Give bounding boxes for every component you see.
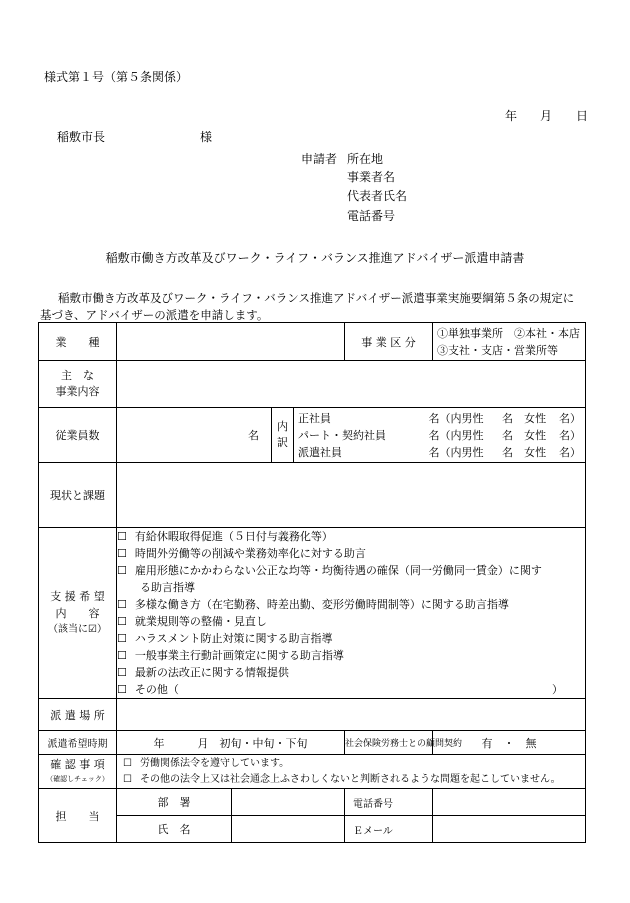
application-form-table (38, 322, 586, 843)
applicant-label: 申請者 (301, 152, 338, 166)
checkbox-icon[interactable]: ☐ (117, 530, 127, 543)
employees-unit: 名 (248, 429, 259, 442)
support-options (117, 528, 586, 699)
name-label: 氏 名 (157, 823, 191, 836)
industry-label: 業 種 (39, 323, 117, 361)
intro-line-1: 稲敷市働き方改革及びワーク・ライフ・バランス推進アドバイザー派遣事業実施要綱第５条の規定に (58, 291, 575, 305)
dispatch-place-label: 派 遣 場 所 (39, 699, 117, 731)
male-unit: 名 (502, 411, 514, 425)
confirm-item-label: その他の法令上又は社会通念上ふさわしくないと判断されるような問題を起こしていません。 (139, 773, 561, 785)
sharoushi-label: 社会保険労務士との顧問契約 (345, 731, 433, 755)
checkbox-icon[interactable]: ☐ (117, 564, 127, 577)
address-label: 所在地 (347, 152, 384, 166)
breakdown-label (272, 408, 294, 463)
contact-label: 担 当 (39, 789, 117, 843)
business-category-option-1[interactable]: ①単独事業所 ②本社・本店 (437, 326, 580, 340)
support-option[interactable] (117, 545, 585, 562)
support-option-continuation: る助言指導 (140, 581, 195, 594)
breakdown-label-line1: 内 (277, 419, 288, 433)
main-business-label-line2: 事業内容 (55, 385, 100, 398)
employees-label: 従業員数 (39, 408, 117, 463)
document-title: 稲敷市働き方改革及びワーク・ライフ・バランス推進アドバイザー派遣申請書 (105, 251, 525, 265)
support-option-label: ハラスメント防止対策に関する助言指導 (134, 632, 333, 645)
employee-type-regular: 正社員 (298, 411, 331, 425)
industry-field[interactable] (117, 323, 345, 361)
employee-type-part-contract: パート・契約社員 (298, 428, 386, 442)
date-day-label: 日 (576, 109, 589, 123)
email-field[interactable] (433, 816, 586, 843)
dispatch-time-value[interactable]: 年 月 初旬・中旬・下旬 (117, 731, 345, 755)
support-label (39, 528, 117, 699)
main-business-field[interactable] (117, 361, 586, 408)
addressee: 稲敷市長 (57, 130, 106, 144)
business-category-options[interactable] (433, 323, 586, 361)
contact-phone-field[interactable] (433, 789, 586, 816)
support-label-line2: 内 容 (55, 606, 100, 620)
dept-field[interactable] (232, 789, 345, 816)
representative-label: 代表者氏名 (347, 189, 408, 203)
other-input-space[interactable] (179, 681, 552, 698)
female-label: 女性 (524, 428, 547, 442)
confirm-item-label: 労働関係法令を遵守しています。 (139, 757, 290, 769)
checkbox-icon[interactable]: ☐ (123, 773, 132, 785)
checkbox-icon[interactable]: ☐ (117, 683, 127, 696)
main-business-label (39, 361, 117, 408)
dept-label-cell (117, 789, 232, 816)
support-option-label: 就業規則等の整備・見直し (134, 615, 267, 628)
checkbox-icon[interactable]: ☐ (117, 666, 127, 679)
checkbox-icon[interactable]: ☐ (123, 757, 132, 769)
male-unit: 名 (502, 428, 514, 442)
sharoushi-value[interactable]: 有 ・ 無 (433, 731, 586, 755)
confirm-sublabel: （確認しチェック） (46, 774, 109, 783)
support-option[interactable] (117, 647, 585, 664)
male-unit: 名 (502, 445, 514, 459)
female-unit: 名） (559, 428, 581, 442)
name-field[interactable] (232, 816, 345, 843)
confirm-item[interactable] (117, 772, 585, 788)
business-category-option-2[interactable]: ③支社・支店・営業所等 (437, 343, 558, 357)
email-label: Ｅメール (345, 816, 433, 843)
support-option-label: 雇用形態にかかわらない公正な均等・均衡待遇の確保（同一労働同一賃金）に関す (134, 564, 542, 577)
checkbox-icon[interactable]: ☐ (117, 615, 127, 628)
support-option[interactable] (117, 562, 585, 579)
dispatch-time-label: 派遣希望時期 (39, 731, 117, 755)
dept-label: 部 署 (157, 796, 191, 809)
checkbox-icon[interactable]: ☐ (117, 547, 127, 560)
female-unit: 名） (559, 445, 581, 459)
date-year-label: 年 (505, 109, 518, 123)
female-label: 女性 (524, 411, 547, 425)
support-option[interactable] (117, 630, 585, 647)
form-number: 様式第１号（第５条関係） (44, 70, 189, 84)
intro-line-2: 基づき、アドバイザーの派遣を申請します。 (40, 308, 269, 322)
checkbox-icon[interactable]: ☐ (117, 649, 127, 662)
employee-count-label: 名（内男性 (428, 445, 484, 459)
employee-type-dispatch: 派遣社員 (298, 445, 342, 459)
checkbox-icon[interactable]: ☐ (117, 632, 127, 645)
confirm-label-cell (39, 755, 117, 789)
situation-label: 現状と課題 (39, 463, 117, 528)
support-option-label: 時間外労働等の削減や業務効率化に対する助言 (134, 547, 366, 560)
employee-count-label: 名（内男性 (428, 411, 484, 425)
dispatch-place-field[interactable] (117, 699, 586, 731)
confirm-items (117, 755, 586, 789)
confirm-label: 確 認 事 項 (50, 757, 105, 771)
business-name-label: 事業者名 (347, 170, 396, 184)
support-option[interactable] (117, 596, 585, 613)
support-option-label: 有給休暇取得促進（５日付与義務化等） (134, 530, 333, 543)
support-option-label: 最新の法改正に関する情報提供 (134, 666, 289, 679)
honorific: 様 (200, 130, 213, 144)
support-option-label: 多様な働き方（在宅勤務、時差出勤、変形労働時間制等）に関する助言指導 (134, 598, 509, 611)
support-option-other[interactable] (117, 681, 585, 698)
employees-total-field[interactable] (117, 408, 272, 463)
date-month-label: 月 (540, 109, 553, 123)
other-close-paren: ） (552, 683, 563, 696)
employee-type-row[interactable] (298, 427, 581, 444)
support-label-line1: 支 援 希 望 (50, 590, 105, 603)
main-business-label-line1: 主 な (61, 368, 94, 382)
support-option[interactable] (117, 528, 585, 545)
checkbox-icon[interactable]: ☐ (117, 598, 127, 611)
employee-breakdown (294, 408, 586, 463)
support-note: （該当に☑） (48, 624, 107, 635)
business-category-label: 事 業 区 分 (345, 323, 433, 361)
female-label: 女性 (524, 445, 547, 459)
name-label-cell (117, 816, 232, 843)
employee-count-label: 名（内男性 (428, 428, 484, 442)
employee-type-row[interactable] (298, 444, 581, 461)
support-option[interactable] (117, 613, 585, 630)
phone-label: 電話番号 (347, 209, 396, 223)
employee-type-row[interactable] (298, 410, 581, 427)
breakdown-label-line2: 訳 (277, 436, 288, 449)
situation-field[interactable] (117, 463, 586, 528)
confirm-item[interactable] (117, 756, 585, 772)
support-option-label: その他（ (134, 683, 179, 696)
support-option[interactable] (117, 664, 585, 681)
female-unit: 名） (559, 411, 581, 425)
support-option-label: 一般事業主行動計画策定に関する助言指導 (134, 649, 344, 662)
contact-phone-label: 電話番号 (345, 789, 433, 816)
